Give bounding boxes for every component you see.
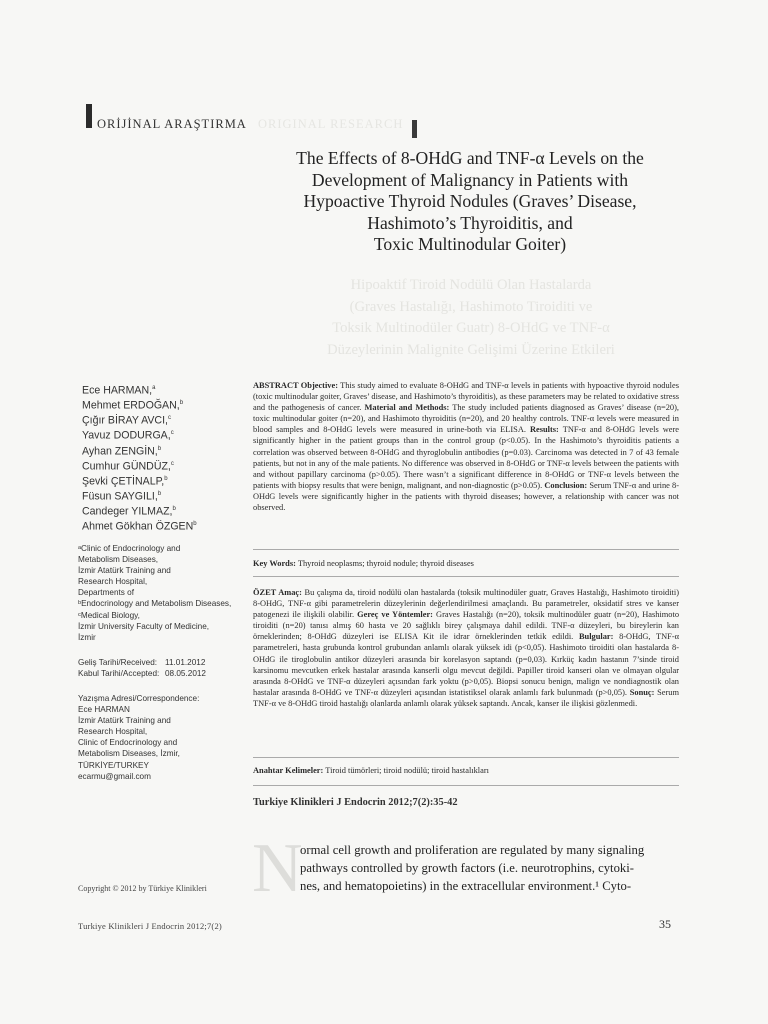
author: Yavuz DODURGA,$^c$ [82,429,174,442]
drop-cap: N [252,830,303,907]
divider [253,757,679,758]
intro-line: pathways controlled by growth factors (i.e. neurotrophins, cytoki- [300,861,635,876]
correspondence-line: Ece HARMAN [78,705,130,715]
divider [253,549,679,550]
author: Füsun SAYGILI,$^b$ [82,490,162,503]
journal-citation: Turkiye Klinikleri J Endocrin 2012;7(2):35-42 [253,797,458,808]
copyright: Copyright © 2012 by Türkiye Klinikleri [78,884,207,893]
section-label-tr: ORİJİNAL ARAŞTIRMA [97,117,247,131]
affiliation-line: ᵃClinic of Endocrinology and [78,544,181,553]
title-tr-line: Hipoaktif Tiroid Nodülü Olan Hastalarda [350,277,592,293]
author: Çığır BİRAY AVCI,$^c$ [82,414,171,427]
correspondence-line: Clinic of Endocrinology and [78,738,178,748]
affiliation-line: İzmir University Faculty of Medicine, [78,621,210,631]
keywords-en: Key Words: Thyroid neoplasms; thyroid nodule; thyroid diseases [253,559,474,568]
author: Mehmet ERDOĞAN,$^b$ [82,399,184,412]
title-line: Toxic Multinodular Goiter) [373,234,567,255]
divider [253,785,679,786]
affiliation-line: İzmir Atatürk Training and [78,566,171,576]
author: Şevki ÇETİNALP,$^b$ [82,475,168,488]
article-dates [78,657,246,679]
correspondence-email[interactable]: ecarmu@gmail.com [78,771,151,781]
affiliation-line: Metabolism Diseases, [78,555,159,565]
title-line: Development of Malignancy in Patients with [311,169,629,190]
author-list [82,382,242,533]
title-tr-line: Toksik Multinodüler Guatr) 8-OHdG ve TNF-α [332,320,610,336]
section-marker-end [412,120,417,138]
received-date: 11.01.2012 [165,658,206,667]
title-line: The Effects of 8-OHdG and TNF-α Levels on the [296,148,644,168]
affiliation-line: ᵇEndocrinology and Metabolism Diseases, [78,599,232,609]
affiliation-line: İzmir [78,632,96,642]
correspondence-line: TÜRKİYE/TURKEY [78,760,149,770]
page-number: 35 [659,917,671,931]
divider [253,576,679,577]
article-title-en [252,148,688,256]
abstract-en: ABSTRACT Objective: This study aimed to evaluate 8-OHdG and TNF-α levels in patients with hypoactive thyroid nodules (toxic multinodular goiter, Graves’ disease, and Hashimoto’s thyroiditis), as these parameters may be related to oxidative stress and the pathogenesis of cancer. Material and Methods: The study included patients diagnosed as Graves’ disease (n=20), toxic multinodular goiter (n=20), and Hashimoto thyroiditis (n=20), and 20 healthy controls. TNF-α levels were measured in blood samples and 8-OHdG levels were measured in urine-both via ELISA. Results: TNF-α and 8-OHdG levels were significantly higher in the patient groups than in the control group (p<0.05). In the Hashimoto’s thyroiditis patients a correlation was observed between 8-OHdG and thyroglobulin antibodies (p=0.03). Carcinoma was detected in 7 of 43 female patients, but not in any of the male patients. No difference was observed in 8-OHdG or TNF-α levels between the patients with and without papillary carcinoma (p>0.05). There wasn’t a significant difference in 8-OHdG or TNF-α levels between the patients with biopsy results that were benign, malignant, and non-diagnostic (p>0.05). Conclusion: Serum TNF-α and urine 8-OHdG levels were significantly higher in the patients with thyroid diseases; however, a relationship with cancer was not observed. [253,381,679,513]
affiliations [78,543,246,643]
intro-line: nes, and hematopoietins) in the extracellular environment.¹ Cyto- [300,879,632,894]
intro-paragraph [300,841,672,896]
accepted-label: Kabul Tarihi/Accepted: [78,669,160,679]
author: Ayhan ZENGİN,$^b$ [82,445,162,458]
affiliation-line: Research Hospital, [78,577,148,587]
abstract-tr: ÖZET Amaç: Bu çalışma da, tiroid nodülü olan hastalarda (toksik multinodüler guatr, Graves Hastalığı, Hashimoto tiroiditi) 8-OHdG, TNF-α gibi parametrelerin düzeylerinin değerlendirilmesi amaçlandı. Bu parametreler, oksidatif stres ve kanser patogenezi ile ilişkili olabilir. Gereç ve Yöntemler: Graves Hastalığı (n=20), toksik multinodüler guatr (n=20), Hashimoto tiroiditi (n=20) tanısı almış 60 hasta ve 20 sağlıklı birey çalışmaya dahil edildi. TNF-α düzeyleri, bu bireylerin kan örneklerinden; 8-OHdG düzeyleri ise ELISA Kit ile idrar örneklerinden tetkik edildi. Bulgular: 8-OHdG, TNF-α parametreleri, hasta grubunda kontrol grubundan anlamlı olarak yüksek idi (p<0,05). Hashimoto tiroiditi olan hastalarda 8-OHdG ile tiroglobulin antikor düzeyleri arasında bir korelasyon saptandı (p=0,03). Kırküç kadın hastanın 7’sinde tiroid karsinomu mevcutken erkek hastalar arasında kanserli olgu mevcut değildi. Papiller tiroid kanseri olan ve olmayan olgular arasında 8-OHdG ve TNF-α düzeyleri açısından fark yoktu (p>0,05). Biopsi sonucu benign, malign ve nondiagnostik olan hastalar arasında 8-OHdG ve TNF-α düzeyleri açısından istatistiksel olarak anlamlı fark bulunmadı (p>0,05). Sonuç: Serum TNF-α ve 8-OHdG tiroid hastalığı olanlarda anlamlı olarak yüksek saptandı. Ancak, kanser ile ilişkisi gözlenmedi. [253,588,680,708]
journal-footer: Turkiye Klinikleri J Endocrin 2012;7(2) [78,921,222,931]
article-title-tr [262,275,680,361]
correspondence-line: Metabolism Diseases, İzmir, [78,749,180,759]
author: Candeger YILMAZ,$^b$ [82,505,176,518]
title-line: Hashimoto’s Thyroiditis, and [367,212,573,233]
correspondence [78,693,246,782]
accepted-date: 08.05.2012 [165,669,206,679]
correspondence-line: Research Hospital, [78,727,148,737]
keywords-tr: Anahtar Kelimeler: Tiroid tümörleri; tiroid nodülü; tiroid hastalıkları [253,766,489,775]
author: Ece HARMAN,$^a$ [82,384,156,397]
correspondence-label: Yazışma Adresi/Correspondence: [78,694,200,703]
received-label: Geliş Tarihi/Received: [78,658,158,667]
section-marker [86,104,92,128]
intro-line: ormal cell growth and proliferation are regulated by many signaling [300,843,645,857]
affiliation-line: Departments of [78,588,134,598]
author: Cumhur GÜNDÜZ,$^c$ [82,460,174,473]
title-tr-line: Düzeylerinin Malignite Gelişimi Üzerine Etkileri [327,341,615,358]
title-line: Hypoactive Thyroid Nodules (Graves’ Disease, [303,191,637,212]
author: Ahmet Gökhan ÖZGEN$^b$ [82,520,197,533]
title-tr-line: (Graves Hastalığı, Hashimoto Tiroiditi ve [349,298,593,315]
section-label-en: ORIGINAL RESEARCH [258,117,404,131]
correspondence-line: İzmir Atatürk Training and [78,716,171,726]
affiliation-line: ᶜMedical Biology, [78,610,140,620]
